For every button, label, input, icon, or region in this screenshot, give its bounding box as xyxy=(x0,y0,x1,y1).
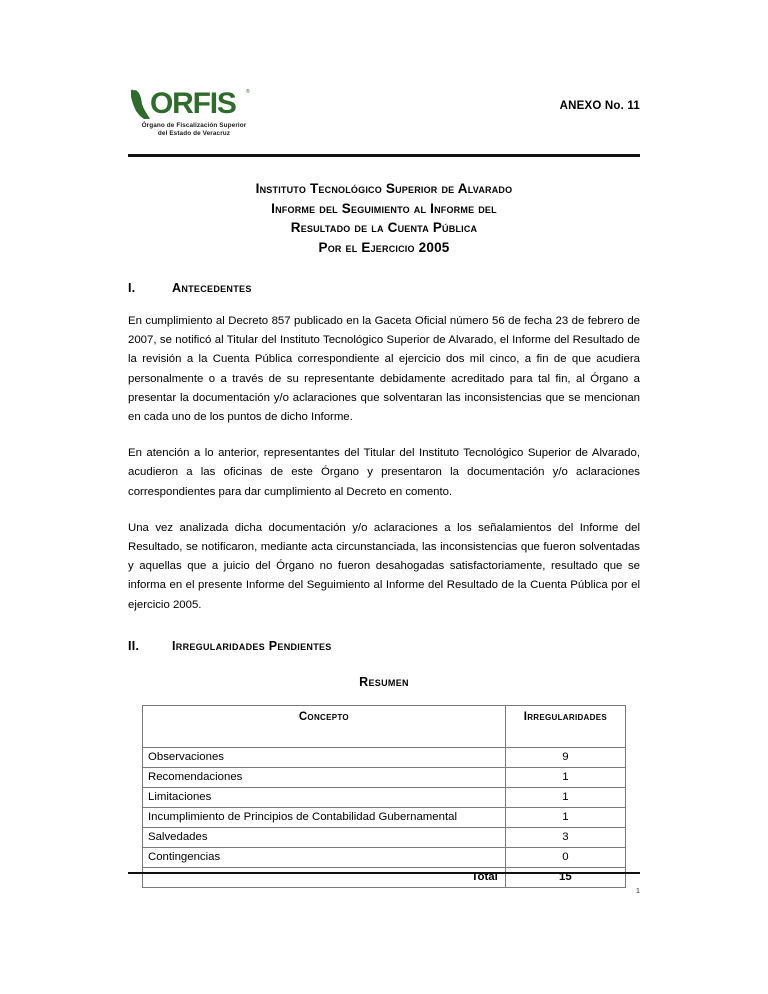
orfis-logo xyxy=(128,88,260,138)
cell-total-valor: 15 xyxy=(505,867,625,887)
cell-valor: 1 xyxy=(505,807,625,827)
cell-concepto: Limitaciones xyxy=(143,787,506,807)
header-divider xyxy=(128,154,640,157)
table-row xyxy=(143,767,626,787)
document-footer xyxy=(128,872,640,895)
paragraph-antecedentes-1: En cumplimiento al Decreto 857 publicado en la Gaceta Oficial número 56 de fecha 23 de febrero de 2007, se notificó al Titular del Instituto Tecnológico Superior de Alvarado, el Informe del Resultado de la revisión a la Cuenta Pública correspondiente al ejercicio dos mil cinco, a fin de que acudiera personalmente o a través de su representante debidamente acreditado para tal fin, al Órgano a presentar la documentación y/o aclaraciones que solventaran las inconsistencias que se mencionan en cada uno de los puntos de dicho Informe. xyxy=(128,315,640,424)
cell-concepto: Incumplimiento de Principios de Contabilidad Gubernamental xyxy=(143,807,506,827)
paragraph-antecedentes-2: En atención a lo anterior, representantes del Titular del Instituto Tecnológico Superior de Alvarado, acudieron a las oficinas de este Órgano y presentaron la documentación y/o aclaraciones correspondientes para dar cumplimiento al Decreto en comento. xyxy=(128,447,640,498)
document-header xyxy=(128,88,640,150)
logo-wordmark: ORFIS xyxy=(150,87,236,120)
paragraph-antecedentes-3: Una vez analizada dicha documentación y/o aclaraciones a los señalamientos del Informe del Resultado, se notificaron, mediante acta circunstanciada, las inconsistencias que fueron solventadas y aquellas que a juicio del Órgano no fueron desahogadas satisfactoriamente, resultado que se informa en el presente Informe del Seguimiento al Informe del Resultado de la Cuenta Pública por el ejercicio 2005. xyxy=(128,521,640,611)
table-row xyxy=(143,747,626,767)
resumen-table-wrapper xyxy=(128,705,640,888)
logo-subtitle-line2: del Estado de Veracruz xyxy=(157,130,231,137)
annex-label: ANEXO No. 11 xyxy=(559,100,640,112)
cell-concepto: Salvedades xyxy=(143,827,506,847)
section-number-ii: II. xyxy=(128,638,140,653)
page-title-line3: Resultado de la Cuenta Pública xyxy=(290,220,478,235)
table-body xyxy=(143,747,626,887)
cell-valor: 3 xyxy=(505,827,625,847)
page-title-line1: Instituto Tecnológico Superior de Alvarado xyxy=(255,181,513,196)
page-title-line2: Informe del Seguimiento al Informe del xyxy=(271,200,497,216)
column-header-irregularidades: Irregularidades xyxy=(505,705,625,747)
section-heading-irregularidades xyxy=(128,639,640,653)
page-title xyxy=(128,179,640,257)
page-title-line4: Por el Ejercicio 2005 xyxy=(318,239,450,255)
table-row xyxy=(143,847,626,867)
footer-divider xyxy=(128,872,640,874)
section-title-antecedentes: Antecedentes xyxy=(172,281,252,295)
column-header-concepto: Concepto xyxy=(143,705,506,747)
logo-subtitle xyxy=(128,122,260,138)
table-header-row xyxy=(143,705,626,747)
cell-concepto: Observaciones xyxy=(143,747,506,767)
page-number: 1 xyxy=(635,886,640,895)
table-row xyxy=(143,807,626,827)
table-row xyxy=(143,787,626,807)
cell-concepto: Recomendaciones xyxy=(143,767,506,787)
resumen-table xyxy=(142,705,626,888)
logo-mark xyxy=(128,88,260,121)
logo-trademark: ® xyxy=(246,89,250,95)
page-content xyxy=(128,0,640,888)
cell-valor: 1 xyxy=(505,767,625,787)
table-row xyxy=(143,827,626,847)
logo-subtitle-line1: Órgano de Fiscalización Superior xyxy=(141,122,247,129)
cell-total-label: Total xyxy=(143,867,506,887)
resumen-subtitle: Resumen xyxy=(359,674,409,689)
section-number-i: I. xyxy=(128,281,136,295)
cell-valor: 0 xyxy=(505,847,625,867)
cell-valor: 1 xyxy=(505,787,625,807)
section-heading-antecedentes xyxy=(128,281,640,295)
cell-valor: 9 xyxy=(505,747,625,767)
section-title-irregularidades: Irregularidades Pendientes xyxy=(172,638,332,653)
cell-concepto: Contingencias xyxy=(143,847,506,867)
